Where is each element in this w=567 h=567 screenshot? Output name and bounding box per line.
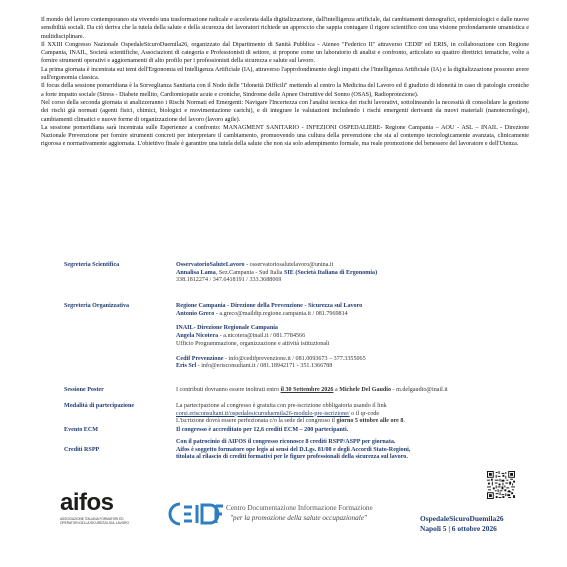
section-label: Segreteria Scientifica: [64, 262, 120, 268]
ecm-credits: Il congresso è accreditato per 12,6 crediti ECM – 200 partecipanti.: [176, 427, 349, 433]
event-block: [420, 514, 560, 533]
contact-email[interactable]: - info@cedifprevenzione.it / 081.0093673 – 377.3355065: [223, 355, 366, 362]
cedif-logo: [168, 501, 224, 527]
contact-email[interactable]: - m.delgaudio@inail.it: [391, 387, 448, 393]
intro-paragraph: Nel corso della seconda giornata si analizzeranno i Rischi Normati ed Emergenti: Navigare l'Incertezza con l'analisi tecnica dei rischi lavorativi, sottolineando la necessità di consolidare la gestione dei rischi già normati (agenti fisici, chimici, biologici e movimentazione carichi), e di integrare le valutazioni includendo i rischi emergenti derivanti da nuovi materiali (nanotecnologie), cambiamenti climatici e nuove forme di organizzazione del lavoro (lavoro agile).: [41, 99, 529, 123]
contact-email[interactable]: - info@erisconsultant.it / 081.18942171 - 351.1366788: [196, 363, 333, 370]
contact-name: Angela Nicotera: [176, 333, 219, 340]
contact-email[interactable]: - a.nicotera@inail.it / 081.7784566: [218, 333, 306, 340]
contact-email[interactable]: - a.greco@maildip.regione.campania.it / 081.7969814: [214, 310, 348, 317]
aifos-logo: [60, 491, 140, 525]
contact-phones: 338.1812274 / 347.6418191 / 333.3688069: [176, 277, 282, 284]
segreteria-scientifica: [64, 262, 534, 295]
registration-link[interactable]: corsi.erisconsultant.it/ospedalesicuroduemila26-modulo-pre-iscrizione/: [176, 410, 350, 417]
intro-text: [41, 16, 529, 149]
cedif-block: [168, 501, 408, 531]
aifos-subtitle: ASSOCIAZIONE ITALIANA FORMATORI ED OPERATORI DELLA SICUREZZA SUL LAVORO: [60, 517, 129, 525]
cedif-title: Centro Documentazione Informazione Formazione: [226, 504, 373, 512]
modalita-partecipazione: Modalità di partecipazione La partecipazione al congresso è gratuita con pre-iscrizione obbligatoria usando il link corsi.erisconsultant.it/ospedalesicuroduemila26-modulo-pre-iscrizione/ o il qr-code L'iscrizione dovrà essere perfezionata c/o la sede del congresso il giorno 5 ottobre alle ore 8.: [64, 403, 534, 427]
intro-paragraph: Il XXIII Congresso Nazionale OspedaleSicuroDuemila26, organizzato dal Dipartimento di Sanità Pubblica - Ateneo "Federico II" attraverso CEDIF ed ERIS, in collaborazione con Regione Campania, INAIL, Società scientifiche, Associazioni di categoria e Professionisti di settore, si propone come un laboratorio di analisi e confronto, articolato su quattro direttrici tematiche, volte a fornire strumenti operativi e aggiornamenti di alto profilo per i professionisti della sicurezza e salute sul lavoro.: [41, 41, 529, 65]
crediti-rspp: [64, 439, 534, 469]
office-name: Ufficio Programmazione, organizzazione e attività istituzionali: [176, 340, 330, 347]
contact-name: Michele Del Gaudio: [339, 387, 392, 393]
section-label: Evento ECM: [64, 427, 99, 433]
contact-name: Annalisa Lama: [176, 269, 216, 276]
intro-paragraph: La sessione pomeridiana sarà incentrata sulle Esperienze a confronto: MANAGMENT SANITARIO - INFEZIONI OSPEDALIERE- Regione Campania – AOU - ASL – INAIL - Direzione Nazionale Prevenzione per fornire strumenti concreti per interpretare il cambiamento, promuovendo una cultura della prevenzione che sia al contempo tecnologicamente avanzata, clinicamente rigorosa e normativamente aggiornata. L'obiettivo finale è garantire una tutela della salute che non sia solo adempimento formale, ma reale promozione del benessere del lavoratore e dell'Utenza.: [41, 124, 529, 148]
section-label: Sessione Poster: [64, 387, 104, 393]
section-label: Crediti RSPP: [64, 447, 100, 453]
rspp-text: titolata al rilascio di crediti formativi per le figure professionali della sicurezza sul lavoro.: [176, 454, 408, 461]
aifos-wordmark: aifos: [60, 489, 114, 516]
intro-paragraph: Il mondo del lavoro contemporaneo sta vivendo una trasformazione radicale e accelerata dalla digitalizzazione, dall'intelligenza artificiale, dai cambiamenti demografici, epidemiologici e dalle nuove sensibilità sociali. Da ciò deriva che la tutela della salute e della sicurezza dei lavoratori richiede un approccio che sappia coniugare il rigore scientifico con una visione profondamente umanistica e multidisciplinare.: [41, 17, 529, 40]
contact-name: Antonio Greco: [176, 310, 215, 317]
event-place-date: Napoli 5 | 6 ottobre 2026: [420, 523, 497, 533]
intro-paragraph: Il focus della sessione pomeridiana è la Sorveglianza Sanitaria con il Nodo delle "Idoneità Difficili" mettendo al centro la Medicina del Lavoro ed il giudizio di idoneità in caso di patologie croniche a forte impatto sociale (Stress - Diabete mellito, Cardiomiopatie acute e croniche, Sindrome delle Apnee Ostruttive del Sonno (OSAS), Radioprotezione).: [41, 83, 529, 98]
sessione-poster: Sessione Poster I contributi dovranno essere inoltrati entro il 30 Settembre 2026 a Michele Del Gaudio - m.delgaudio@inail.it: [64, 387, 448, 393]
info-section: [64, 262, 534, 469]
poster-deadline: il 30 Settembre 2026: [280, 387, 334, 393]
contact-name: OsservatorioSaluteLavoro: [176, 262, 245, 268]
rspp-text: Aifos è soggetto formatore ope legis ai sensi del D.Lgs. 81/08 e degli Accordi Stato-Regioni,: [176, 446, 411, 453]
contact-org: SIE (Società Italiana di Ergonomia): [284, 269, 378, 276]
cedif-tagline: "per la promozione della salute occupazionale": [230, 514, 367, 522]
org-name: INAIL- Direzione Regionale Campania: [176, 325, 278, 332]
intro-paragraph: La prima giornata è incentrata sui temi dell'Ergonomia ed Intelligenza Artificiale (IA), attraverso l'approfondimento degli impatti che l'Intelligenza Artificiale (IA) e la digitalizzazione possono avere sull'ergonomia classica.: [41, 66, 529, 82]
contact-email[interactable]: - osservatoriosalutelavoro@unina.it: [244, 262, 334, 268]
event-name: OspedaleSicuroDuemila26: [420, 514, 504, 523]
segreteria-organizzativa: [64, 303, 534, 381]
evento-ecm: [64, 427, 534, 439]
participation-text: La partecipazione al congresso è gratuita con pre-iscrizione obbligatoria usando il link: [176, 403, 387, 409]
contact-detail: , Sez.Campania - Sud Italia: [215, 269, 284, 276]
registration-date: giorno 5 ottobre alle ore 8: [336, 418, 404, 425]
section-label: Modalità di partecipazione: [64, 403, 135, 409]
contact-name: Eris Srl: [176, 363, 197, 370]
contact-name: Cedif Prevenzione: [176, 355, 224, 362]
rspp-text: Con il patrocinio di AIFOS il congresso riconosce 8 crediti RSPP/ASPP per giornata.: [176, 439, 396, 445]
section-label: Segreteria Organizzativa: [64, 303, 130, 309]
org-name: Regione Campania - Direzione della Prevenzione - Sicurezza sul Lavoro: [176, 303, 363, 309]
footer: [0, 487, 567, 567]
